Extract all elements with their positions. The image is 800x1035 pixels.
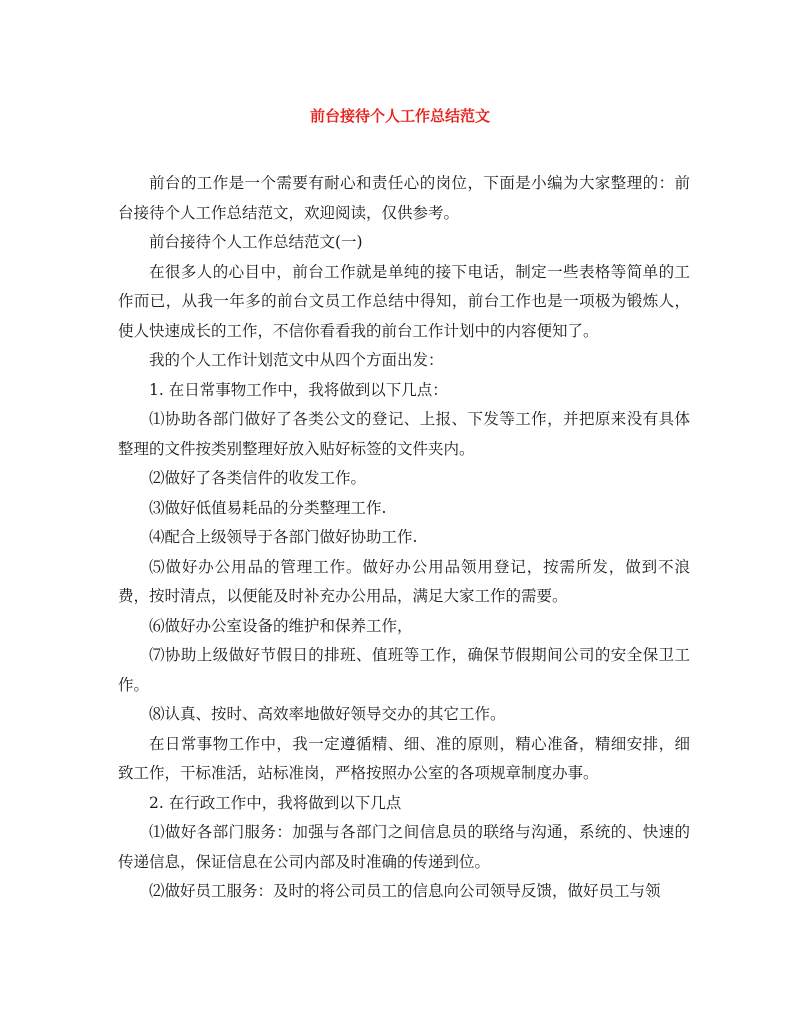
- list-item: ⑻认真、按时、高效率地做好领导交办的其它工作。: [149, 705, 506, 723]
- paragraph: 在很多人的心目中，前台工作就是单纯的接下电话，制定一些表格等简单的工作而已，从我一年多的前台文员工作总结中得知，前台工作也是一项极为锻炼人，使人快速成长的工作，不信你看看我的前台工作计划中的内容便知了。: [118, 262, 690, 340]
- list-item: ⑵做好员工服务：及时的将公司员工的信息向公司领导反馈，做好员工与领: [149, 882, 661, 900]
- list-item: ⑴做好各部门服务：加强与各部门之间信息员的联络与沟通，系统的、快速的传递信息，保证信息在公司内部及时准确的传递到位。: [118, 823, 690, 871]
- paragraph-section-heading: 前台接待个人工作总结范文(一): [149, 233, 363, 251]
- list-item: ⑹做好办公室设备的维护和保养工作，: [149, 616, 413, 635]
- list-item: ⑴协助各部门做好了各类公文的登记、上报、下发等工作，并把原来没有具体整理的文件按类别整理好放入贴好标签的文件夹内。: [118, 410, 690, 458]
- paragraph: 我的个人工作计划范文中从四个方面出发：: [149, 351, 444, 369]
- document-body: [118, 169, 690, 907]
- paragraph-intro: 前台的工作是一个需要有耐心和责任心的岗位，下面是小编为大家整理的：前台接待个人工作总结范文，欢迎阅读，仅供参考。: [118, 174, 690, 222]
- document-title: 前台接待个人工作总结范文: [309, 107, 490, 125]
- list-item: ⑸做好办公用品的管理工作。做好办公用品领用登记，按需所发，做到不浪费，按时清点，以便能及时补充办公用品，满足大家工作的需要。: [118, 557, 690, 605]
- list-item: ⑷配合上级领导于各部门做好协助工作.: [149, 528, 418, 546]
- paragraph: 在日常事物工作中，我一定遵循精、细、准的原则，精心准备，精细安排，细致工作，干标准活，站标准岗，严格按照办公室的各项规章制度办事。: [118, 734, 690, 782]
- paragraph-point-heading: 2. 在行政工作中，我将做到以下几点: [149, 793, 402, 812]
- paragraph-point-heading: 1. 在日常事物工作中，我将做到以下几点：: [149, 380, 448, 399]
- list-item: ⑵做好了各类信件的收发工作。: [149, 469, 367, 487]
- list-item: ⑺协助上级做好节假日的排班、值班等工作，确保节假期间公司的安全保卫工作。: [118, 646, 690, 694]
- list-item: ⑶做好低值易耗品的分类整理工作.: [149, 498, 387, 517]
